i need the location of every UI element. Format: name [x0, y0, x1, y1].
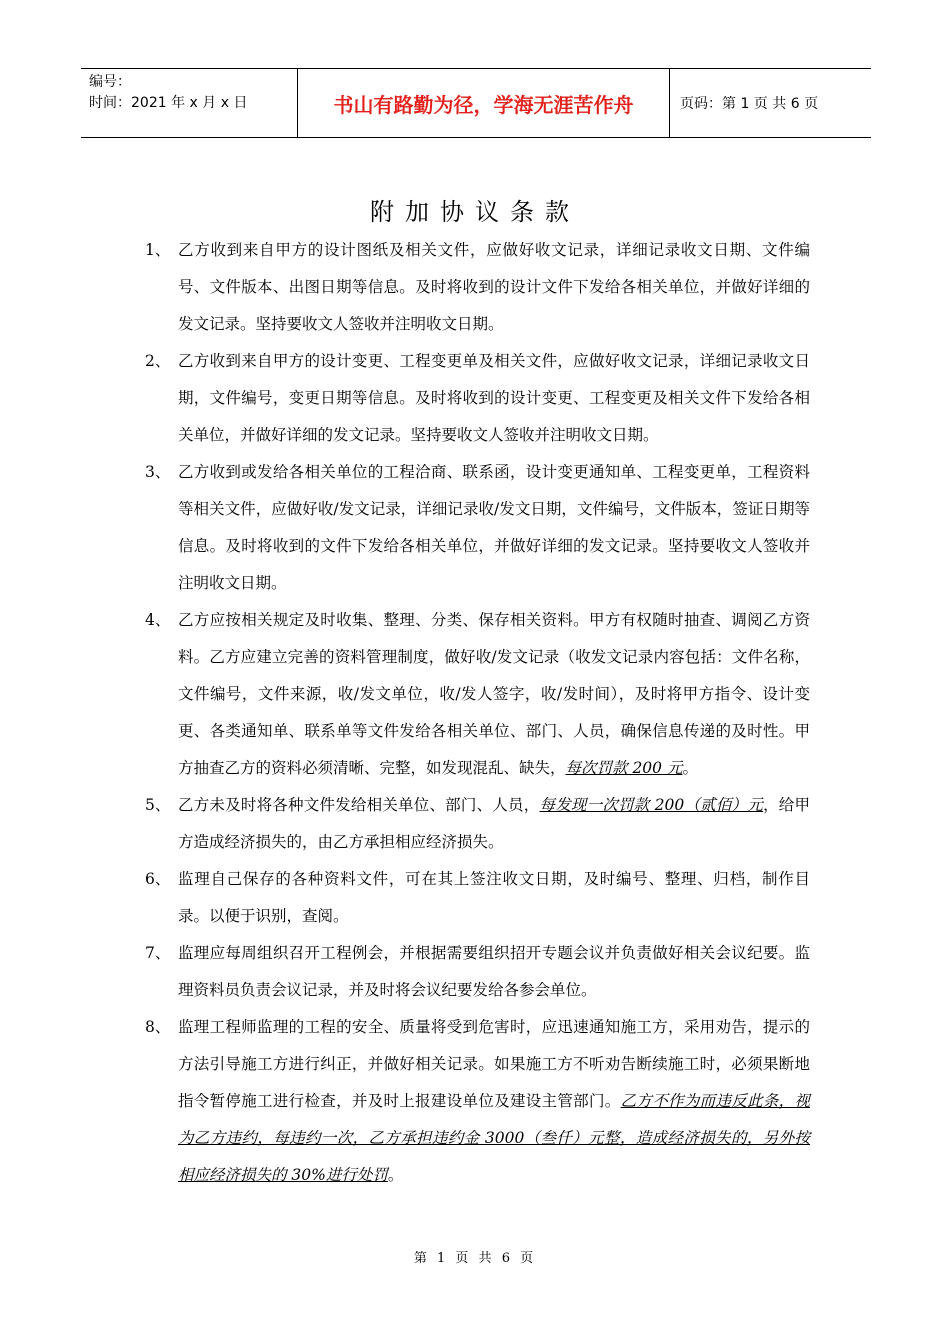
penalty-note: 乙方不作为而违反此条，视为乙方违约，每违约一次，乙方承担违约金 3000（叁仟）元整，造成经济损失的，另外按相应经济损失的 30%进行处罚: [178, 1092, 810, 1184]
clause-item: [145, 343, 810, 454]
header-meta: [81, 69, 298, 137]
clause-item: [145, 454, 810, 602]
clause-text: [178, 232, 810, 343]
clause-number: 3、: [145, 463, 171, 481]
page-code: 页码：第 1 页 共 6 页: [680, 96, 819, 112]
clause-number: 1、: [145, 241, 171, 259]
clause-body: 乙方未及时将各种文件发给相关单位、部门、人员，: [178, 796, 540, 814]
page-header: [81, 68, 871, 138]
clause-item: [145, 602, 810, 787]
clause-number: 8、: [145, 1018, 171, 1036]
clause-body: 监理自己保存的各种资料文件，可在其上签注收文日期，及时编号、整理、归档，制作目录。以便于识别，查阅。: [178, 870, 810, 925]
clause-body: 乙方应按相关规定及时收集、整理、分类、保存相关资料。甲方有权随时抽查、调阅乙方资料。乙方应建立完善的资料管理制度，做好收/发文记录（收发文记录内容包括：文件名称，文件编号，文件来源，收/发文单位，收/发人签字，收/发时间），及时将甲方指令、设计变更、各类通知单、联系单等文件发给各相关单位、部门、人员，确保信息传递的及时性。甲方抽查乙方的资料必须清晰、完整，如发现混乱、缺失，: [178, 611, 810, 777]
clause-tail: 。: [387, 1166, 404, 1184]
penalty-note: 每次罚款 200 元: [565, 759, 683, 777]
clause-number: 7、: [145, 944, 171, 962]
page-footer: 第 1 页 共 6 页: [413, 1251, 537, 1266]
clause-text: [178, 935, 810, 1009]
clause-body: 乙方收到来自甲方的设计图纸及相关文件，应做好收文记录，详细记录收文日期、文件编号、文件版本、出图日期等信息。及时将收到的设计文件下发给各相关单位，并做好详细的发文记录。坚持要收文人签收并注明收文日期。: [178, 241, 810, 333]
clause-body: 乙方收到或发给各相关单位的工程洽商、联系函，设计变更通知单、工程变更单，工程资料等相关文件，应做好收/发文记录，详细记录收/发文日期，文件编号，文件版本，签证日期等信息。及时将收到的文件下发给各相关单位，并做好详细的发文记录。坚持要收文人签收并注明收文日期。: [178, 463, 810, 592]
clause-item: [145, 861, 810, 935]
clause-number: 5、: [145, 796, 171, 814]
date-label: 时间：2021 年 x 月 x 日: [89, 95, 248, 111]
clause-tail: ，给甲方造成经济损失的，由乙方承担相应经济损失。: [178, 796, 810, 851]
clause-text: [178, 861, 810, 935]
clause-list: [145, 232, 810, 1194]
clause-number: 6、: [145, 870, 171, 888]
serial-label: 编号：: [89, 74, 131, 90]
document-title: 附加协议条款: [370, 198, 580, 226]
clause-text: [178, 454, 810, 602]
clause-item: [145, 787, 810, 861]
clause-body: 乙方收到来自甲方的设计变更、工程变更单及相关文件，应做好收文记录，详细记录收文日期，文件编号，变更日期等信息。及时将收到的设计变更、工程变更及相关文件下发给各相关单位，并做好详细的发文记录。坚持要收文人签收并注明收文日期。: [178, 352, 810, 444]
motto: 书山有路勤为径，学海无涯苦作舟: [298, 69, 670, 137]
clause-item: [145, 935, 810, 1009]
clause-text: [178, 343, 810, 454]
clause-text: [178, 787, 810, 861]
clause-item: [145, 232, 810, 343]
clause-tail: 。: [682, 759, 698, 777]
clause-number: 2、: [145, 352, 171, 370]
clause-text: [178, 1009, 810, 1194]
clause-number: 4、: [145, 611, 171, 629]
clause-body: 监理工程师监理的工程的安全、质量将受到危害时，应迅速通知施工方，采用劝告，提示的方法引导施工方进行纠正，并做好相关记录。如果施工方不听劝告断续施工时，必须果断地指令暂停施工进行检查，并及时上报建设单位及建设主管部门。: [178, 1018, 810, 1110]
clause-item: [145, 1009, 810, 1194]
clause-text: [178, 602, 810, 787]
clause-body: 监理应每周组织召开工程例会，并根据需要组织招开专题会议并负责做好相关会议纪要。监理资料员负责会议记录，并及时将会议纪要发给各参会单位。: [178, 944, 810, 999]
penalty-note: 每发现一次罚款 200（贰佰）元: [539, 796, 764, 814]
